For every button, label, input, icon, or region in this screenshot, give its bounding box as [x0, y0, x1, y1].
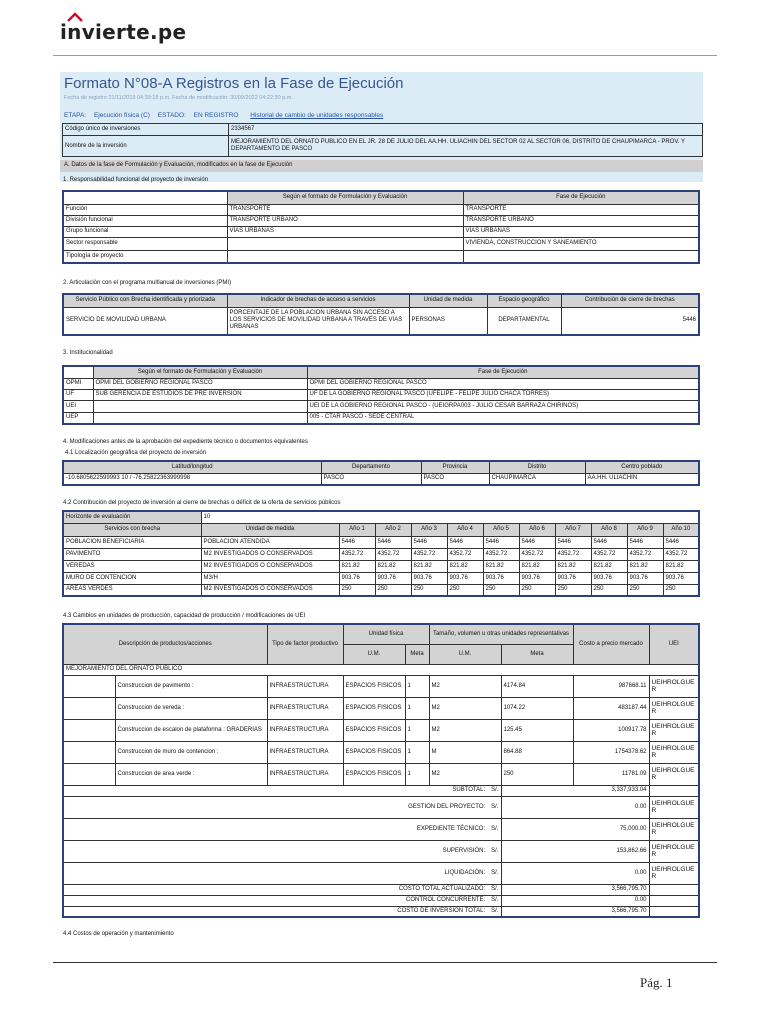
total-uei: UEIHROLGUER — [649, 818, 699, 840]
section-a-title: A. Datos de la fase de Formulación y Evaluación, modificados en la fase de Ejecución — [60, 160, 703, 172]
loc-header: Departamento — [321, 461, 421, 473]
brecha-header: Servicios con brecha — [63, 523, 201, 536]
product-indent — [63, 675, 115, 697]
brecha-row — [63, 536, 699, 548]
h43-meta2: Meta — [501, 644, 573, 664]
product-indent — [63, 719, 115, 741]
product-tipo: INFRAESTRUCTURA — [267, 763, 343, 785]
s3-cell: OPMI DEL GOBIERNO REGIONAL PASCO — [93, 378, 307, 389]
product-um: ESPACIOS FISICOS — [343, 719, 405, 741]
product-um2: M — [429, 741, 501, 763]
product-indent — [63, 697, 115, 719]
brecha-value: 903.76 — [663, 572, 699, 584]
brecha-value: 4352.72 — [375, 548, 411, 560]
s44-title: 4.4 Costos de operación y mantenimiento — [63, 931, 174, 937]
s3-header: Fase de Ejecución — [307, 366, 699, 378]
estado-value: EN REGISTRO — [193, 112, 239, 119]
brecha-unit: POBLACION ATENDIDA — [201, 536, 339, 548]
product-desc: Construccion de pavimento : — [115, 675, 267, 697]
product-um2: M2 — [429, 697, 501, 719]
brecha-value: 5446 — [591, 536, 627, 548]
brecha-unit: M2 INVESTIGADOS O CONSERVADOS — [201, 560, 339, 572]
s1-table — [62, 190, 700, 264]
s1-cell: TRANSPORTE — [227, 204, 463, 215]
total-value: 0.00 — [501, 895, 649, 906]
brecha-value: 4352.72 — [627, 548, 663, 560]
s3-cell: UF DE LA GOBIERNO REGIONAL PASCO (UFELIPE - FELIPE JULIO CHACA TORRES) — [307, 389, 699, 400]
s1-cell: VIVIENDA, CONSTRUCCION Y SANEAMIENTO — [463, 237, 699, 250]
brecha-value: 5446 — [375, 536, 411, 548]
product-costo: 100917.78 — [573, 719, 649, 741]
s3-cell — [93, 412, 307, 424]
total-row — [63, 895, 699, 906]
logo-text: invierte.pe — [60, 20, 187, 44]
s42-title: 4.2 Contribución del proyecto de inversión al cierre de brechas o déficit de la oferta de servicios públicos — [63, 500, 341, 506]
s2-cell: PORCENTAJE DE LA POBLACION URBANA SIN ACCESO A LOS SERVICIOS DE MOVILIDAD URBANA A TRAVÉS DE VIAS URBANAS — [227, 307, 409, 335]
brecha-table — [62, 510, 700, 597]
total-label-text: EXPEDIENTE TÉCNICO: — [416, 825, 486, 832]
brecha-unit: M2 INVESTIGADOS O CONSERVADOS — [201, 584, 339, 596]
brecha-value: 5446 — [627, 536, 663, 548]
brecha-value: 903.76 — [519, 572, 555, 584]
brecha-value: 5446 — [411, 536, 447, 548]
h43-tipo: Tipo de factor productivo — [267, 624, 343, 664]
brecha-value: 903.76 — [627, 572, 663, 584]
total-label-text: SUBTOTAL: — [452, 787, 486, 794]
brecha-value: 821.82 — [627, 560, 663, 572]
total-currency: S/. — [491, 803, 499, 810]
brecha-value: 903.76 — [411, 572, 447, 584]
form-dates: Fecha de registro 21/11/2019 04:39:18 p.m. Fecha de modificación: 30/09/2022 04:22:30 p.m. — [64, 95, 293, 101]
loc-table — [62, 460, 700, 486]
loc-cell: CHAUPIMARCA — [489, 473, 585, 485]
brecha-unit: M2 INVESTIGADOS O CONSERVADOS — [201, 548, 339, 560]
brecha-value: 250 — [663, 584, 699, 596]
product-uei: UEIHROLGUER — [649, 697, 699, 719]
loc-header: Distrito — [489, 461, 585, 473]
total-row — [63, 818, 699, 840]
nombre-value: MEJORAMIENTO DEL ORNATO PUBLICO EN EL JR. 28 DE JULIO DEL AA.HH. ULIACHIN DEL SECTOR 02 AL SECTOR 06, DISTRITO DE CHAUPIMARCA - PROV. Y DEPARTAMENTO DE PASCO — [229, 136, 703, 157]
etapa-value: Ejecución física (C) — [93, 112, 150, 119]
total-value: 153,862.66 — [501, 840, 649, 862]
product-costo: 987668.11 — [573, 675, 649, 697]
s3-row-label: UF — [63, 389, 93, 400]
h43-unidad: Unidad física — [343, 624, 429, 644]
s1-cell: VÍAS URBANAS — [227, 226, 463, 237]
s1-cell — [463, 250, 699, 263]
brecha-value: 903.76 — [555, 572, 591, 584]
product-costo: 483187.44 — [573, 697, 649, 719]
total-label-text: COSTO TOTAL ACTUALIZADO: — [398, 886, 486, 893]
h43-desc: Descripción de productos/acciones — [63, 624, 267, 664]
brecha-service: POBLACION BENEFICIARIA — [63, 536, 201, 548]
etapa-line — [64, 112, 383, 119]
s1-row-label: Grupo funcional — [63, 226, 227, 237]
product-uei: UEIHROLGUER — [649, 741, 699, 763]
header-divider — [53, 55, 717, 56]
brecha-header: Año 8 — [591, 523, 627, 536]
total-value: 3,566,795.70 — [501, 884, 649, 895]
product-desc: Construccion de area verde : — [115, 763, 267, 785]
total-label-text: SUPERVISIÓN: — [442, 847, 486, 854]
s3-cell: SUB GERENCIA DE ESTUDIOS DE PRE INVERSION — [93, 389, 307, 400]
h43-costo: Costo a precio mercado — [573, 624, 649, 664]
s1-cell — [227, 237, 463, 250]
brecha-value: 4352.72 — [663, 548, 699, 560]
brecha-header: Unidad de medida — [201, 523, 339, 536]
brecha-header: Año 4 — [447, 523, 483, 536]
s1-cell: VÍAS URBANAS — [463, 226, 699, 237]
brecha-header: Año 10 — [663, 523, 699, 536]
total-label — [63, 895, 501, 906]
product-desc: Construccion de muro de contencion : — [115, 741, 267, 763]
product-row — [63, 763, 699, 785]
brecha-value: 5446 — [339, 536, 375, 548]
s1-cell: TRANSPORTE — [463, 204, 699, 215]
s2-header: Unidad de medida — [409, 294, 487, 307]
loc-cell: PASCO — [421, 473, 489, 485]
h43-um: U.M. — [343, 644, 405, 664]
brecha-value: 821.82 — [339, 560, 375, 572]
brecha-value: 4352.72 — [447, 548, 483, 560]
total-value: 0.00 — [501, 862, 649, 884]
total-currency: S/. — [491, 869, 499, 876]
product-uei: UEIHROLGUER — [649, 763, 699, 785]
s3-cell — [93, 400, 307, 412]
product-meta: 1 — [405, 741, 429, 763]
s3-cell: OPMI DEL GOBIERNO REGIONAL PASCO — [307, 378, 699, 389]
total-uei: UEIHROLGUER — [649, 840, 699, 862]
total-uei: UEIHROLGUER — [649, 862, 699, 884]
product-indent — [63, 763, 115, 785]
total-value: 3,566,795.70 — [501, 906, 649, 917]
s41-title: 4.1 Localización geográfica del proyecto de inversión — [65, 450, 207, 456]
brecha-value: 250 — [411, 584, 447, 596]
product-uei: UEIHROLGUER — [649, 675, 699, 697]
product-indent — [63, 741, 115, 763]
product-um: ESPACIOS FISICOS — [343, 675, 405, 697]
s1-header-formulacion: Según el formato de Formulación y Evaluación — [227, 191, 463, 204]
codigo-label: Código único de inversiones — [63, 124, 229, 136]
product-costo: 11781.09 — [573, 763, 649, 785]
total-currency: S/. — [491, 907, 499, 914]
product-meta2: 1074.22 — [501, 697, 573, 719]
s2-cell: PERSONAS — [409, 307, 487, 335]
product-meta2: 125.45 — [501, 719, 573, 741]
total-currency: S/. — [491, 897, 499, 904]
s1-row-label: División funcional — [63, 215, 227, 226]
footer-divider — [53, 962, 717, 963]
brecha-value: 903.76 — [447, 572, 483, 584]
nombre-label: Nombre de la inversión — [63, 136, 229, 157]
total-value: 75,000.00 — [501, 818, 649, 840]
s1-cell — [227, 250, 463, 263]
brecha-value: 903.76 — [591, 572, 627, 584]
s2-cell: DEPARTAMENTAL — [487, 307, 561, 335]
s3-row-label: UEP — [63, 412, 93, 424]
brecha-unit: M3/H — [201, 572, 339, 584]
s2-header: Servicio Público con Brecha identificada y priorizada — [63, 294, 227, 307]
total-label — [63, 840, 501, 862]
brecha-row — [63, 572, 699, 584]
brecha-service: PAVIMENTO — [63, 548, 201, 560]
brecha-value: 821.82 — [663, 560, 699, 572]
total-label — [63, 906, 501, 917]
h43-tamano: Tamaño, volumen u otras unidades representativas — [429, 624, 573, 644]
s2-table — [62, 293, 700, 336]
brecha-value: 821.82 — [483, 560, 519, 572]
brecha-header: Año 9 — [627, 523, 663, 536]
brecha-value: 4352.72 — [519, 548, 555, 560]
total-currency: S/. — [491, 787, 499, 794]
brecha-value: 5446 — [519, 536, 555, 548]
total-row — [63, 906, 699, 917]
brecha-value: 821.82 — [591, 560, 627, 572]
product-um: ESPACIOS FISICOS — [343, 763, 405, 785]
product-um: ESPACIOS FISICOS — [343, 741, 405, 763]
total-label — [63, 862, 501, 884]
estado-label: ESTADO: — [157, 112, 186, 119]
s3-title: 3. Institucionalidad — [63, 350, 113, 356]
product-meta: 1 — [405, 675, 429, 697]
s1-row-label: Función — [63, 204, 227, 215]
total-label — [63, 818, 501, 840]
s1-header-ejecucion: Fase de Ejecución — [463, 191, 699, 204]
loc-header: Provincia — [421, 461, 489, 473]
product-costo: 1754378.62 — [573, 741, 649, 763]
total-row — [63, 785, 699, 796]
total-row — [63, 884, 699, 895]
brecha-header: Año 7 — [555, 523, 591, 536]
product-row — [63, 741, 699, 763]
brecha-value: 250 — [483, 584, 519, 596]
brecha-value: 4352.72 — [411, 548, 447, 560]
brecha-value: 821.82 — [447, 560, 483, 572]
total-uei: UEIHROLGUER — [649, 796, 699, 818]
product-meta2: 4174.84 — [501, 675, 573, 697]
brecha-value: 4352.72 — [555, 548, 591, 560]
loc-header: Centro poblado — [585, 461, 699, 473]
s1-title: 1. Responsabilidad funcional del proyecto de inversión — [63, 177, 209, 183]
brecha-header: Año 3 — [411, 523, 447, 536]
s3-row-label: OPMI — [63, 378, 93, 389]
product-meta: 1 — [405, 763, 429, 785]
s1-row-label: Sector responsable — [63, 237, 227, 250]
brecha-value: 250 — [447, 584, 483, 596]
brecha-value: 250 — [627, 584, 663, 596]
product-desc: Construccion de vereda : — [115, 697, 267, 719]
loc-cell: -10.6805622599993 10 / -76.25822363999998 — [63, 473, 321, 485]
brecha-header: Año 1 — [339, 523, 375, 536]
codigo-value: 2334567 — [229, 124, 703, 136]
brecha-value: 821.82 — [519, 560, 555, 572]
s2-header: Contribución de cierre de brechas — [561, 294, 699, 307]
brecha-value: 4352.72 — [483, 548, 519, 560]
s2-header: Indicador de brechas de acceso a servicios — [227, 294, 409, 307]
total-label-text: CONTROL CONCURRENTE: — [406, 897, 486, 904]
brecha-header: Año 2 — [375, 523, 411, 536]
brecha-value: 5446 — [663, 536, 699, 548]
product-meta2: 864.88 — [501, 741, 573, 763]
brecha-value: 250 — [339, 584, 375, 596]
total-label — [63, 884, 501, 895]
brecha-value: 903.76 — [483, 572, 519, 584]
page-number: Pág. 1 — [640, 975, 673, 990]
s3-row-label: UEI — [63, 400, 93, 412]
s2-header: Espacio geográfico — [487, 294, 561, 307]
total-value: 0.00 — [501, 796, 649, 818]
total-currency: S/. — [491, 886, 499, 893]
brecha-value: 4352.72 — [339, 548, 375, 560]
h43-meta: Meta — [405, 644, 429, 664]
total-label-text: LIQUIDACIÓN: — [444, 869, 486, 876]
total-label-text: GESTION DEL PROYECTO: — [408, 803, 486, 810]
brecha-service: VEREDAS — [63, 560, 201, 572]
total-currency: S/. — [491, 825, 499, 832]
history-link[interactable]: Historial de cambio de unidades responsables — [250, 112, 384, 119]
s1-row-label: Tipología de proyecto — [63, 250, 227, 263]
brecha-value: 821.82 — [375, 560, 411, 572]
products-table — [62, 623, 700, 918]
product-um2: M2 — [429, 719, 501, 741]
brecha-header: Año 5 — [483, 523, 519, 536]
product-row — [63, 675, 699, 697]
brecha-value: 250 — [591, 584, 627, 596]
total-uei — [649, 906, 699, 917]
s2-title: 2. Articulación con el programa multianual de inversiones (PMI) — [63, 280, 232, 286]
brecha-row — [63, 560, 699, 572]
total-currency: S/. — [491, 847, 499, 854]
codigo-table — [62, 123, 703, 157]
brecha-value: 821.82 — [411, 560, 447, 572]
total-uei — [649, 884, 699, 895]
brecha-service: AREAS VERDES — [63, 584, 201, 596]
group-title: MEJORAMIENTO DEL ORNATO PUBLICO — [63, 664, 699, 675]
form-title: Formato N°08-A Registros en la Fase de Ejecución — [64, 75, 404, 92]
brecha-value: 903.76 — [375, 572, 411, 584]
s3-table — [62, 365, 700, 425]
loc-header: Latitud/longitud — [63, 461, 321, 473]
total-row — [63, 796, 699, 818]
brecha-value: 250 — [375, 584, 411, 596]
s2-cell: SERVICIO DE MOVILIDAD URBANA — [63, 307, 227, 335]
total-label — [63, 785, 501, 796]
loc-cell: PASCO — [321, 473, 421, 485]
s3-cell: UEI DE LA GOBIERNO REGIONAL PASCO - (UEIGRPA003 - JULIO CESAR BARRAZA CHIRINOS) — [307, 400, 699, 412]
brecha-value: 5446 — [447, 536, 483, 548]
total-label — [63, 796, 501, 818]
product-desc: Construccion de escalon de plataforma : GRADERIAS — [115, 719, 267, 741]
brecha-header: Año 6 — [519, 523, 555, 536]
etapa-label: ETAPA: — [64, 112, 87, 119]
s1-cell: TRANSPORTE URBANO — [463, 215, 699, 226]
product-meta2: 250 — [501, 763, 573, 785]
total-uei — [649, 895, 699, 906]
product-row — [63, 697, 699, 719]
brecha-row — [63, 584, 699, 596]
total-uei — [649, 785, 699, 796]
product-uei: UEIHROLGUER — [649, 719, 699, 741]
loc-cell: AA.HH. ULIACHIN — [585, 473, 699, 485]
product-tipo: INFRAESTRUCTURA — [267, 719, 343, 741]
total-label-text: COSTO DE INVERSIÓN TOTAL: — [397, 907, 486, 914]
brecha-value: 250 — [555, 584, 591, 596]
brecha-value: 5446 — [483, 536, 519, 548]
s4-title: 4. Modificaciones antes de la aprobación del expediente técnico o documentos equivalentes — [63, 439, 308, 445]
product-um2: M2 — [429, 763, 501, 785]
product-um: ESPACIOS FISICOS — [343, 697, 405, 719]
brecha-value: 821.82 — [555, 560, 591, 572]
product-meta: 1 — [405, 697, 429, 719]
h43-um2: U.M. — [429, 644, 501, 664]
brecha-value: 5446 — [555, 536, 591, 548]
brecha-value: 903.76 — [339, 572, 375, 584]
brecha-value: 4352.72 — [591, 548, 627, 560]
horizonte-label: Horizonte de evaluación — [63, 511, 201, 523]
brecha-row — [63, 548, 699, 560]
product-um2: M2 — [429, 675, 501, 697]
product-row — [63, 719, 699, 741]
brecha-service: MURO DE CONTENCION — [63, 572, 201, 584]
horizonte-value: 10 — [201, 511, 699, 523]
product-tipo: INFRAESTRUCTURA — [267, 675, 343, 697]
brecha-value: 250 — [519, 584, 555, 596]
s2-cell: 5446 — [561, 307, 699, 335]
s3-cell: 005 - CTAR PASCO - SEDE CENTRAL — [307, 412, 699, 424]
total-row — [63, 862, 699, 884]
total-row — [63, 840, 699, 862]
s3-header: Según el formato de Formulación y Evaluación — [93, 366, 307, 378]
product-tipo: INFRAESTRUCTURA — [267, 741, 343, 763]
product-meta: 1 — [405, 719, 429, 741]
s43-title: 4.3 Cambios en unidades de producción, capacidad de producción / modificaciones de UEI — [63, 613, 306, 619]
total-value: 3,337,933.04 — [501, 785, 649, 796]
s1-cell: TRANSPORTE URBANO — [227, 215, 463, 226]
h43-uei: UEI — [649, 624, 699, 664]
product-tipo: INFRAESTRUCTURA — [267, 697, 343, 719]
